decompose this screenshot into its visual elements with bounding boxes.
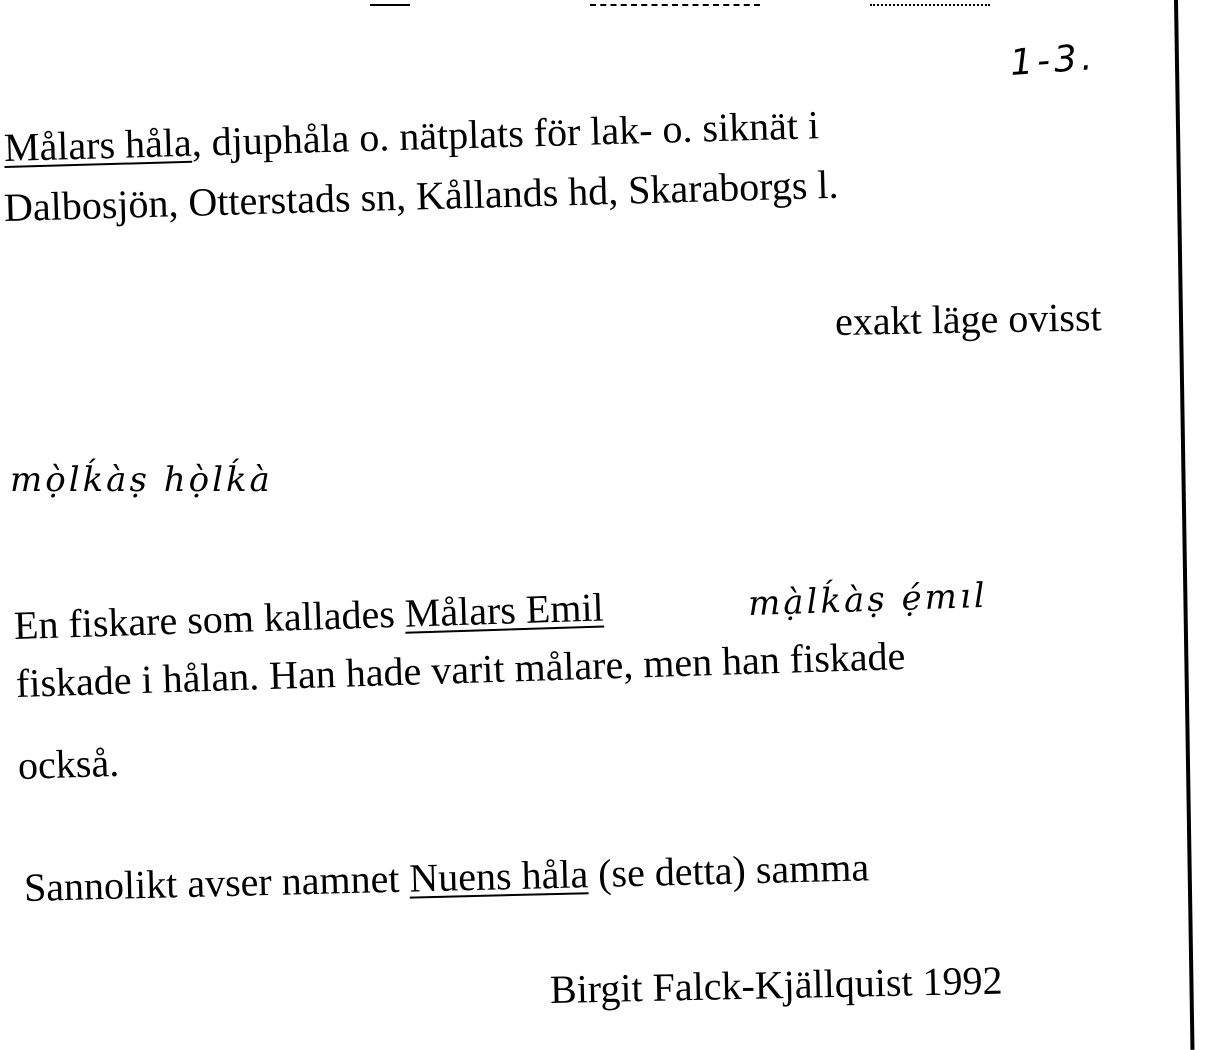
note-text: Sannolikt avser namnet <box>23 855 410 910</box>
story-line-1 <box>13 584 605 648</box>
definition-text: , djuphåla o. nätplats för lak- o. siknät i <box>190 102 820 165</box>
card-edge-line <box>1174 0 1194 1050</box>
story-line-3: också. <box>17 739 120 788</box>
entry-line-1 <box>3 102 820 170</box>
note-text-end: (se detta) samma <box>587 844 870 897</box>
scan-artifact-dash <box>370 4 410 6</box>
cross-reference-note <box>23 844 870 910</box>
signature: Birgit Falck-Kjällquist 1992 <box>549 957 1003 1012</box>
name-pronunciation: mạ̀lḱàṣ ẹ́mıl <box>747 575 989 625</box>
scan-artifact-dash <box>590 4 760 6</box>
position-note: exakt läge ovisst <box>834 294 1102 344</box>
story-line-2: fiskade i hålan. Han hade varit målare, men han fiskade <box>15 633 906 706</box>
headword: Målars håla <box>3 119 193 170</box>
cross-reference-link: Nuens håla <box>408 851 589 901</box>
page-number: 1-3. <box>1008 37 1098 84</box>
story-text: En fiskare som kallades <box>13 590 406 648</box>
scan-artifact-dash <box>870 4 990 6</box>
person-name: Målars Emil <box>404 584 605 636</box>
entry-location: Dalbosjön, Otterstads sn, Kållands hd, Skaraborgs l. <box>3 161 840 230</box>
headword-pronunciation: mọ̀lḱàṣ họ̀lḱà <box>10 460 273 500</box>
